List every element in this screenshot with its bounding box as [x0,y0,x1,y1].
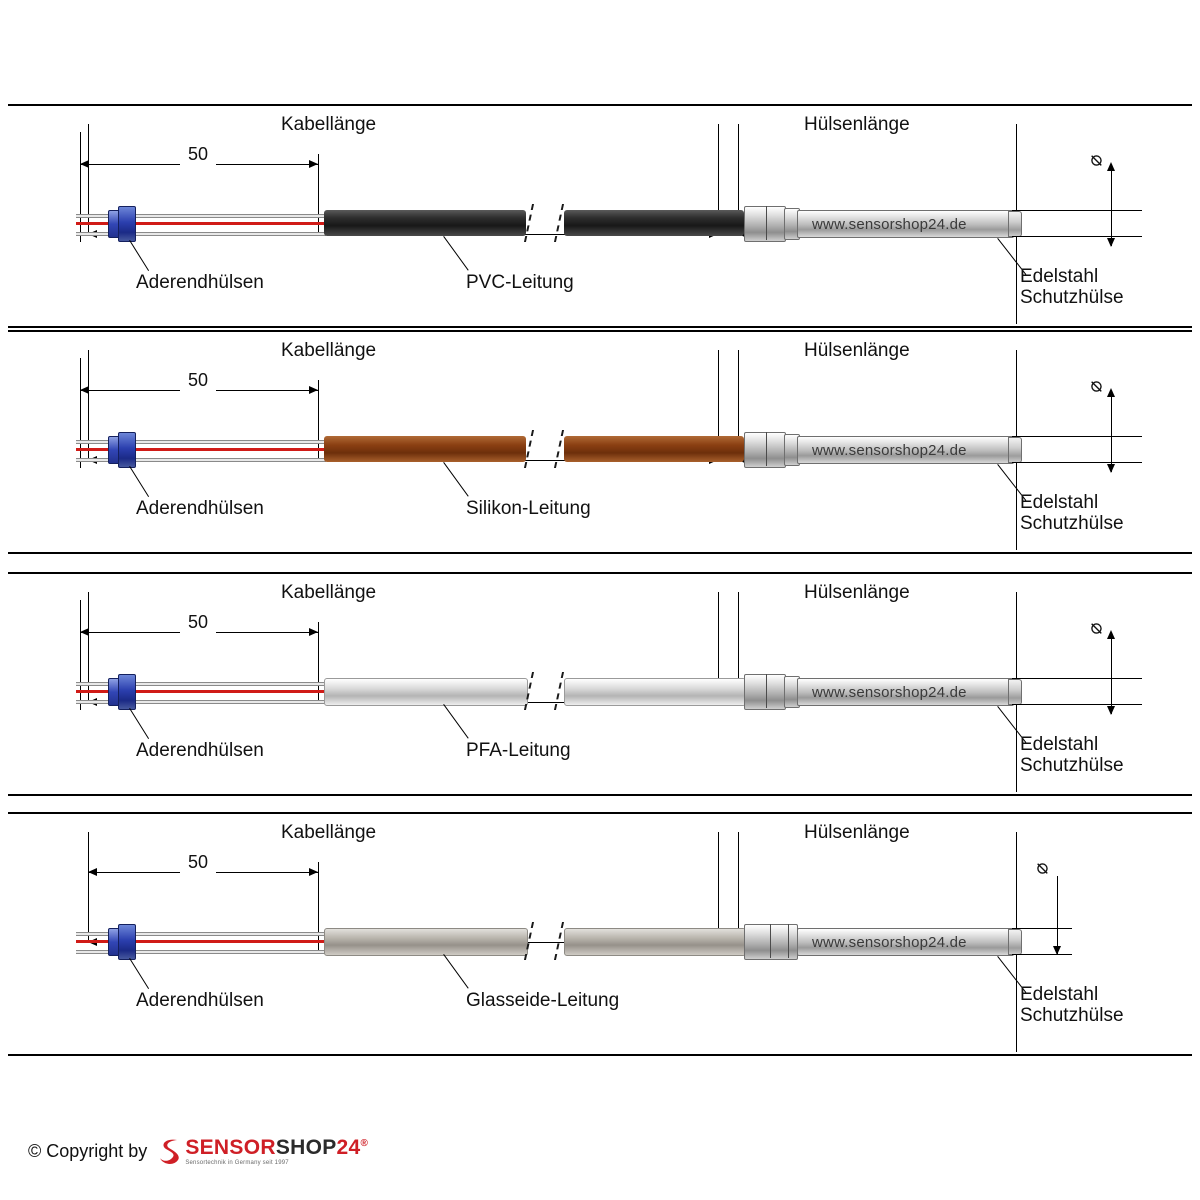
transition-ring-1 [766,674,767,708]
logo-shop-text: SHOP [275,1136,337,1159]
logo-sensor-text: SENSOR [185,1136,276,1159]
wire-white-top2 [113,440,326,444]
panel-glasseide [8,812,1192,1056]
sleeve-transition [744,432,786,468]
dim-50-arrow-right [309,868,318,876]
diameter-symbol: ⌀ [1032,862,1055,875]
transition-ring-1 [766,432,767,466]
dim-diameter-arrow-down [1107,464,1115,473]
dim-diameter-line [1111,166,1112,246]
dim-50-arrow-left [88,868,97,876]
callout-sleeve-line2: Schutzhülse [1020,1005,1124,1027]
break-mark [524,430,568,468]
ext-line-sleeve-start [738,832,739,942]
diameter-symbol: ⌀ [1086,622,1109,635]
cable-segment-left [324,210,526,236]
ferrule-main [118,924,136,960]
label-sleeve-length: Hülsenlänge [796,582,918,604]
sleeve-transition [744,924,798,960]
callout-sleeve-line2: Schutzhülse [1020,287,1124,309]
ferrule-main [118,206,136,242]
label-sleeve-length: Hülsenlänge [796,114,918,136]
watermark-text: www.sensorshop24.de [812,934,967,951]
transition-ring-1 [770,924,771,958]
label-cable-length: Kabellänge [273,582,384,604]
callout-sleeve-line2: Schutzhülse [1020,755,1124,777]
ext-line-50-right [318,862,319,952]
ext-line-left [88,832,89,942]
logo-24-text: 24 [336,1136,361,1159]
cable-segment-right [564,210,744,236]
dim-diameter-line [1057,876,1058,954]
callout-ferrules: Aderendhülsen [136,272,264,293]
callout-cable: PFA-Leitung [466,740,571,761]
ext-line-dia-top [1012,436,1142,437]
sleeve-transition [744,674,786,710]
logo-registered-icon: ® [360,1138,369,1149]
dim-50-arrow-left [80,628,89,636]
transition-ring-2 [788,924,789,958]
ferrule-main [118,674,136,710]
break-mark [524,672,568,710]
logo-swoosh-icon [157,1136,183,1166]
label-50: 50 [180,144,216,165]
sleeve-tip [1008,679,1022,705]
logo-tagline: Sensortechnik in Germany seit 1997 [185,1160,289,1166]
dim-diameter-arrow-up [1107,388,1115,397]
callout-sleeve-line2: Schutzhülse [1020,513,1124,535]
cable-segment-left [324,436,526,462]
ext-line-dia-bottom [1012,954,1072,955]
sleeve-transition [744,206,786,242]
dim-diameter-arrow-down [1107,706,1115,715]
dim-50-arrow-left [80,160,89,168]
sleeve-tip [1008,929,1022,955]
ext-line-dia-bottom [1012,236,1142,237]
panel-pfa [8,572,1192,796]
label-sleeve-length: Hülsenlänge [796,340,918,362]
sensorshop24-logo [157,1136,368,1166]
dim-diameter-arrow-down [1107,238,1115,247]
cable-segment-right [564,436,744,462]
dim-diameter-arrow-up [1107,630,1115,639]
label-cable-length: Kabellänge [273,340,384,362]
cable-segment-right [564,678,746,706]
leader-cable [443,462,468,497]
diameter-symbol: ⌀ [1086,154,1109,167]
callout-sleeve-line1: Edelstahl [1020,734,1099,755]
callout-sleeve-line1: Edelstahl [1020,984,1099,1005]
panel-silikon [8,330,1192,554]
callout-cable: PVC-Leitung [466,272,574,293]
cable-segment-right [564,928,746,956]
wire-white-top2 [113,932,326,936]
label-cable-length: Kabellänge [273,114,384,136]
ext-line-dia-top [1012,210,1142,211]
label-50: 50 [180,852,216,873]
watermark-text: www.sensorshop24.de [812,442,967,459]
ext-line-50-left [80,358,81,468]
callout-ferrules: Aderendhülsen [136,990,264,1011]
ext-line-dia-top [1012,678,1142,679]
leader-cable [443,704,468,739]
callout-cable: Glasseide-Leitung [466,990,620,1011]
wire-white-top2 [113,214,326,218]
callout-sleeve-line1: Edelstahl [1020,266,1099,287]
label-50: 50 [180,370,216,391]
watermark-text: www.sensorshop24.de [812,684,967,701]
ext-line-50-left [80,132,81,242]
leader-ferrules [129,708,149,739]
break-mark [524,922,568,960]
transition-ring-1 [766,206,767,240]
callout-ferrules: Aderendhülsen [136,498,264,519]
watermark-text: www.sensorshop24.de [812,216,967,233]
ext-line-dia-bottom [1012,462,1142,463]
sleeve-tip [1008,437,1022,463]
leader-cable [443,954,468,989]
dim-50-arrow-right [309,160,318,168]
dim-50-arrow-left [80,386,89,394]
callout-ferrules: Aderendhülsen [136,740,264,761]
ext-line-mid [718,832,719,942]
dim-50-arrow-right [309,386,318,394]
dim-diameter-arrow-up [1107,162,1115,171]
callout-sleeve-line1: Edelstahl [1020,492,1099,513]
ext-line-dia-top [1012,928,1072,929]
dim-50-arrow-right [309,628,318,636]
leader-ferrules [129,240,149,271]
wire-white-top2 [113,682,326,686]
label-sleeve-length: Hülsenlänge [796,822,918,844]
diameter-symbol: ⌀ [1086,380,1109,393]
leader-ferrules [129,958,149,989]
panel-pvc [8,104,1192,328]
leader-cable [443,236,468,271]
break-mark [524,204,568,242]
leader-ferrules [129,466,149,497]
dim-diameter-line [1111,392,1112,472]
label-50: 50 [180,612,216,633]
cable-segment-left [324,678,528,706]
label-cable-length: Kabellänge [273,822,384,844]
dim-diameter-line [1111,634,1112,714]
footer [28,1136,368,1166]
sleeve-tip [1008,211,1022,237]
cable-segment-left [324,928,528,956]
ext-line-50-left [80,600,81,710]
ext-line-dia-bottom [1012,704,1142,705]
copyright-text: © Copyright by [28,1140,148,1161]
callout-cable: Silikon-Leitung [466,498,591,519]
ferrule-main [118,432,136,468]
